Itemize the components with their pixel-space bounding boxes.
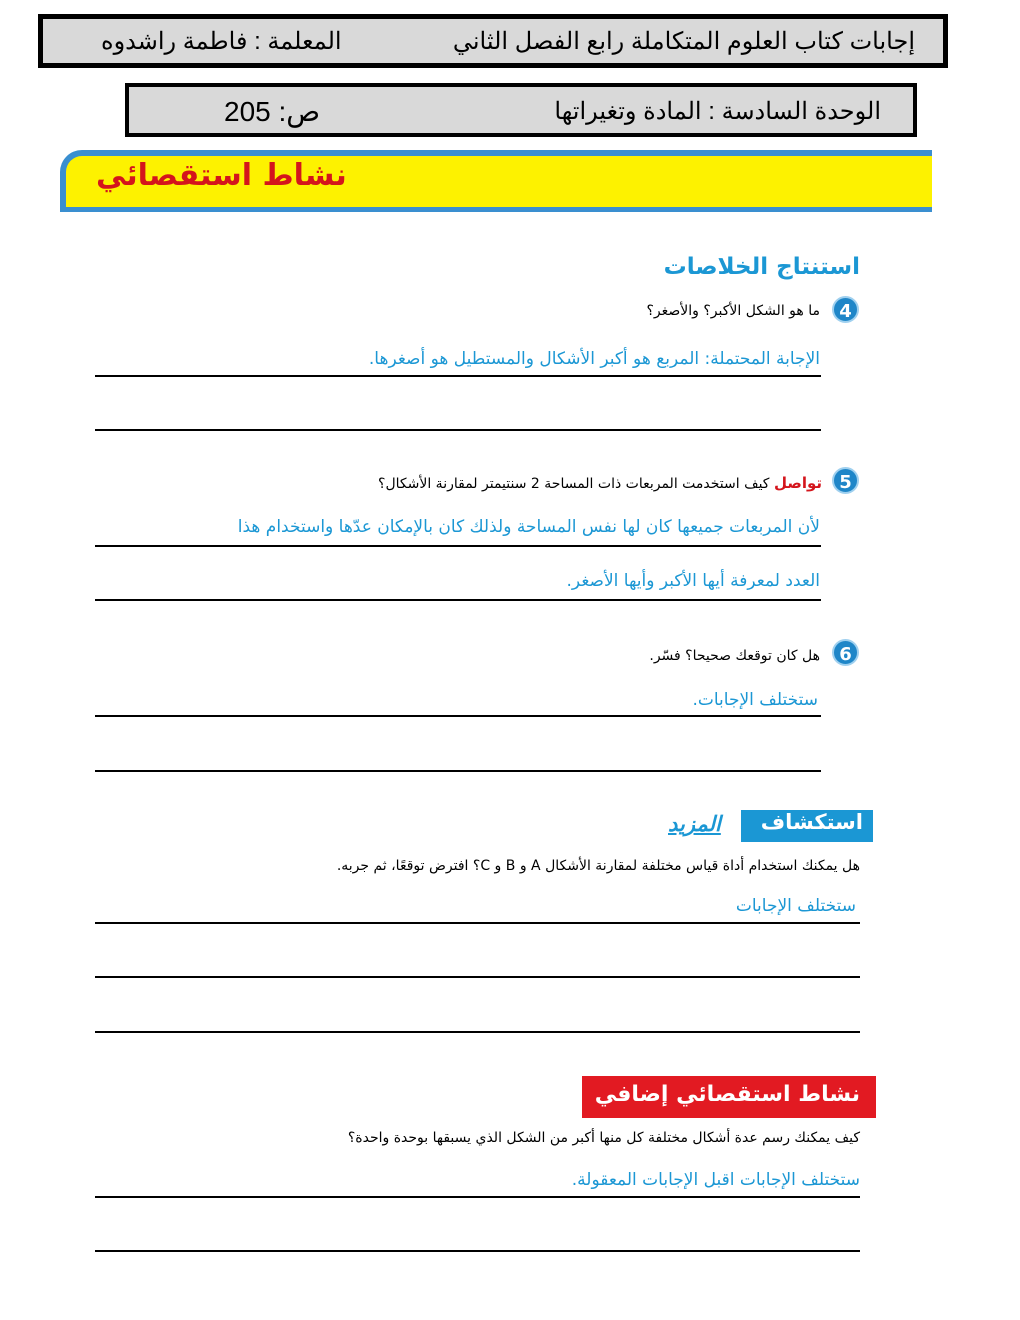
document-title: إجابات كتاب العلوم المتكاملة رابع الفصل الثاني (452, 27, 915, 55)
banner-title: نشاط استقصائي (96, 158, 347, 193)
answer-line (95, 922, 860, 924)
question-4-number: 4 (832, 296, 859, 323)
question-4-text: ما هو الشكل الأكبر؟ والأصغر؟ (646, 303, 820, 319)
explore-more-heading (668, 810, 873, 842)
extra-question: كيف يمكنك رسم عدة أشكال مختلفة كل منها أكبر من الشكل الذي يسبقها بوحدة واحدة؟ (347, 1130, 860, 1146)
extra-activity-heading (582, 1076, 876, 1118)
teacher-name: المعلمة : فاطمة راشدوه (101, 27, 342, 55)
answer-line (95, 976, 860, 978)
explore-answer: ستختلف الإجابات (735, 896, 856, 916)
question-6-answer: ستختلف الإجابات. (692, 690, 818, 710)
communicate-label: تواصل (773, 474, 822, 492)
unit-header (125, 83, 917, 137)
document-header (38, 14, 948, 68)
answer-line (95, 770, 821, 772)
extra-answer: ستختلف الإجابات اقبل الإجابات المعقولة. (571, 1170, 860, 1190)
answer-line (95, 1196, 860, 1198)
answer-line (95, 1031, 860, 1033)
answer-line (95, 545, 821, 547)
activity-banner (60, 150, 932, 212)
question-5-answer-line1: لأن المربعات جميعها كان لها نفس المساحة ولذلك كان بالإمكان عدّها واستخدام هذا (237, 517, 820, 537)
answer-line (95, 599, 821, 601)
question-6-text: هل كان توقعك صحيحا؟ فسّر. (649, 648, 820, 664)
unit-title: الوحدة السادسة : المادة وتغيراتها (554, 98, 881, 125)
explore-title: استكشاف (760, 810, 863, 834)
answer-line (95, 375, 821, 377)
answer-line (95, 1250, 860, 1252)
answer-line (95, 429, 821, 431)
question-5-answer-line2: العدد لمعرفة أيها الأكبر وأيها الأصغر. (566, 571, 820, 591)
question-5 (378, 474, 822, 492)
explore-question: هل يمكنك استخدام أداة قياس مختلفة لمقارنة الأشكال A و B و C؟ افترض توقعًا، ثم جربه. (336, 858, 860, 874)
question-4-answer: الإجابة المحتملة: المربع هو أكبر الأشكال والمستطيل هو أصغرها. (368, 349, 820, 369)
more-title: المزيد (668, 812, 721, 836)
page-number: ص: 205 (224, 96, 321, 127)
question-5-number: 5 (832, 467, 859, 494)
extra-activity-title: نشاط استقصائي إضافي (594, 1082, 860, 1107)
question-6-number: 6 (832, 639, 859, 666)
question-5-text: كيف استخدمت المربعات ذات المساحة 2 سنتيمتر لمقارنة الأشكال؟ (378, 476, 770, 492)
conclusions-title: استنتاج الخلاصات (663, 254, 860, 280)
answer-line (95, 715, 821, 717)
